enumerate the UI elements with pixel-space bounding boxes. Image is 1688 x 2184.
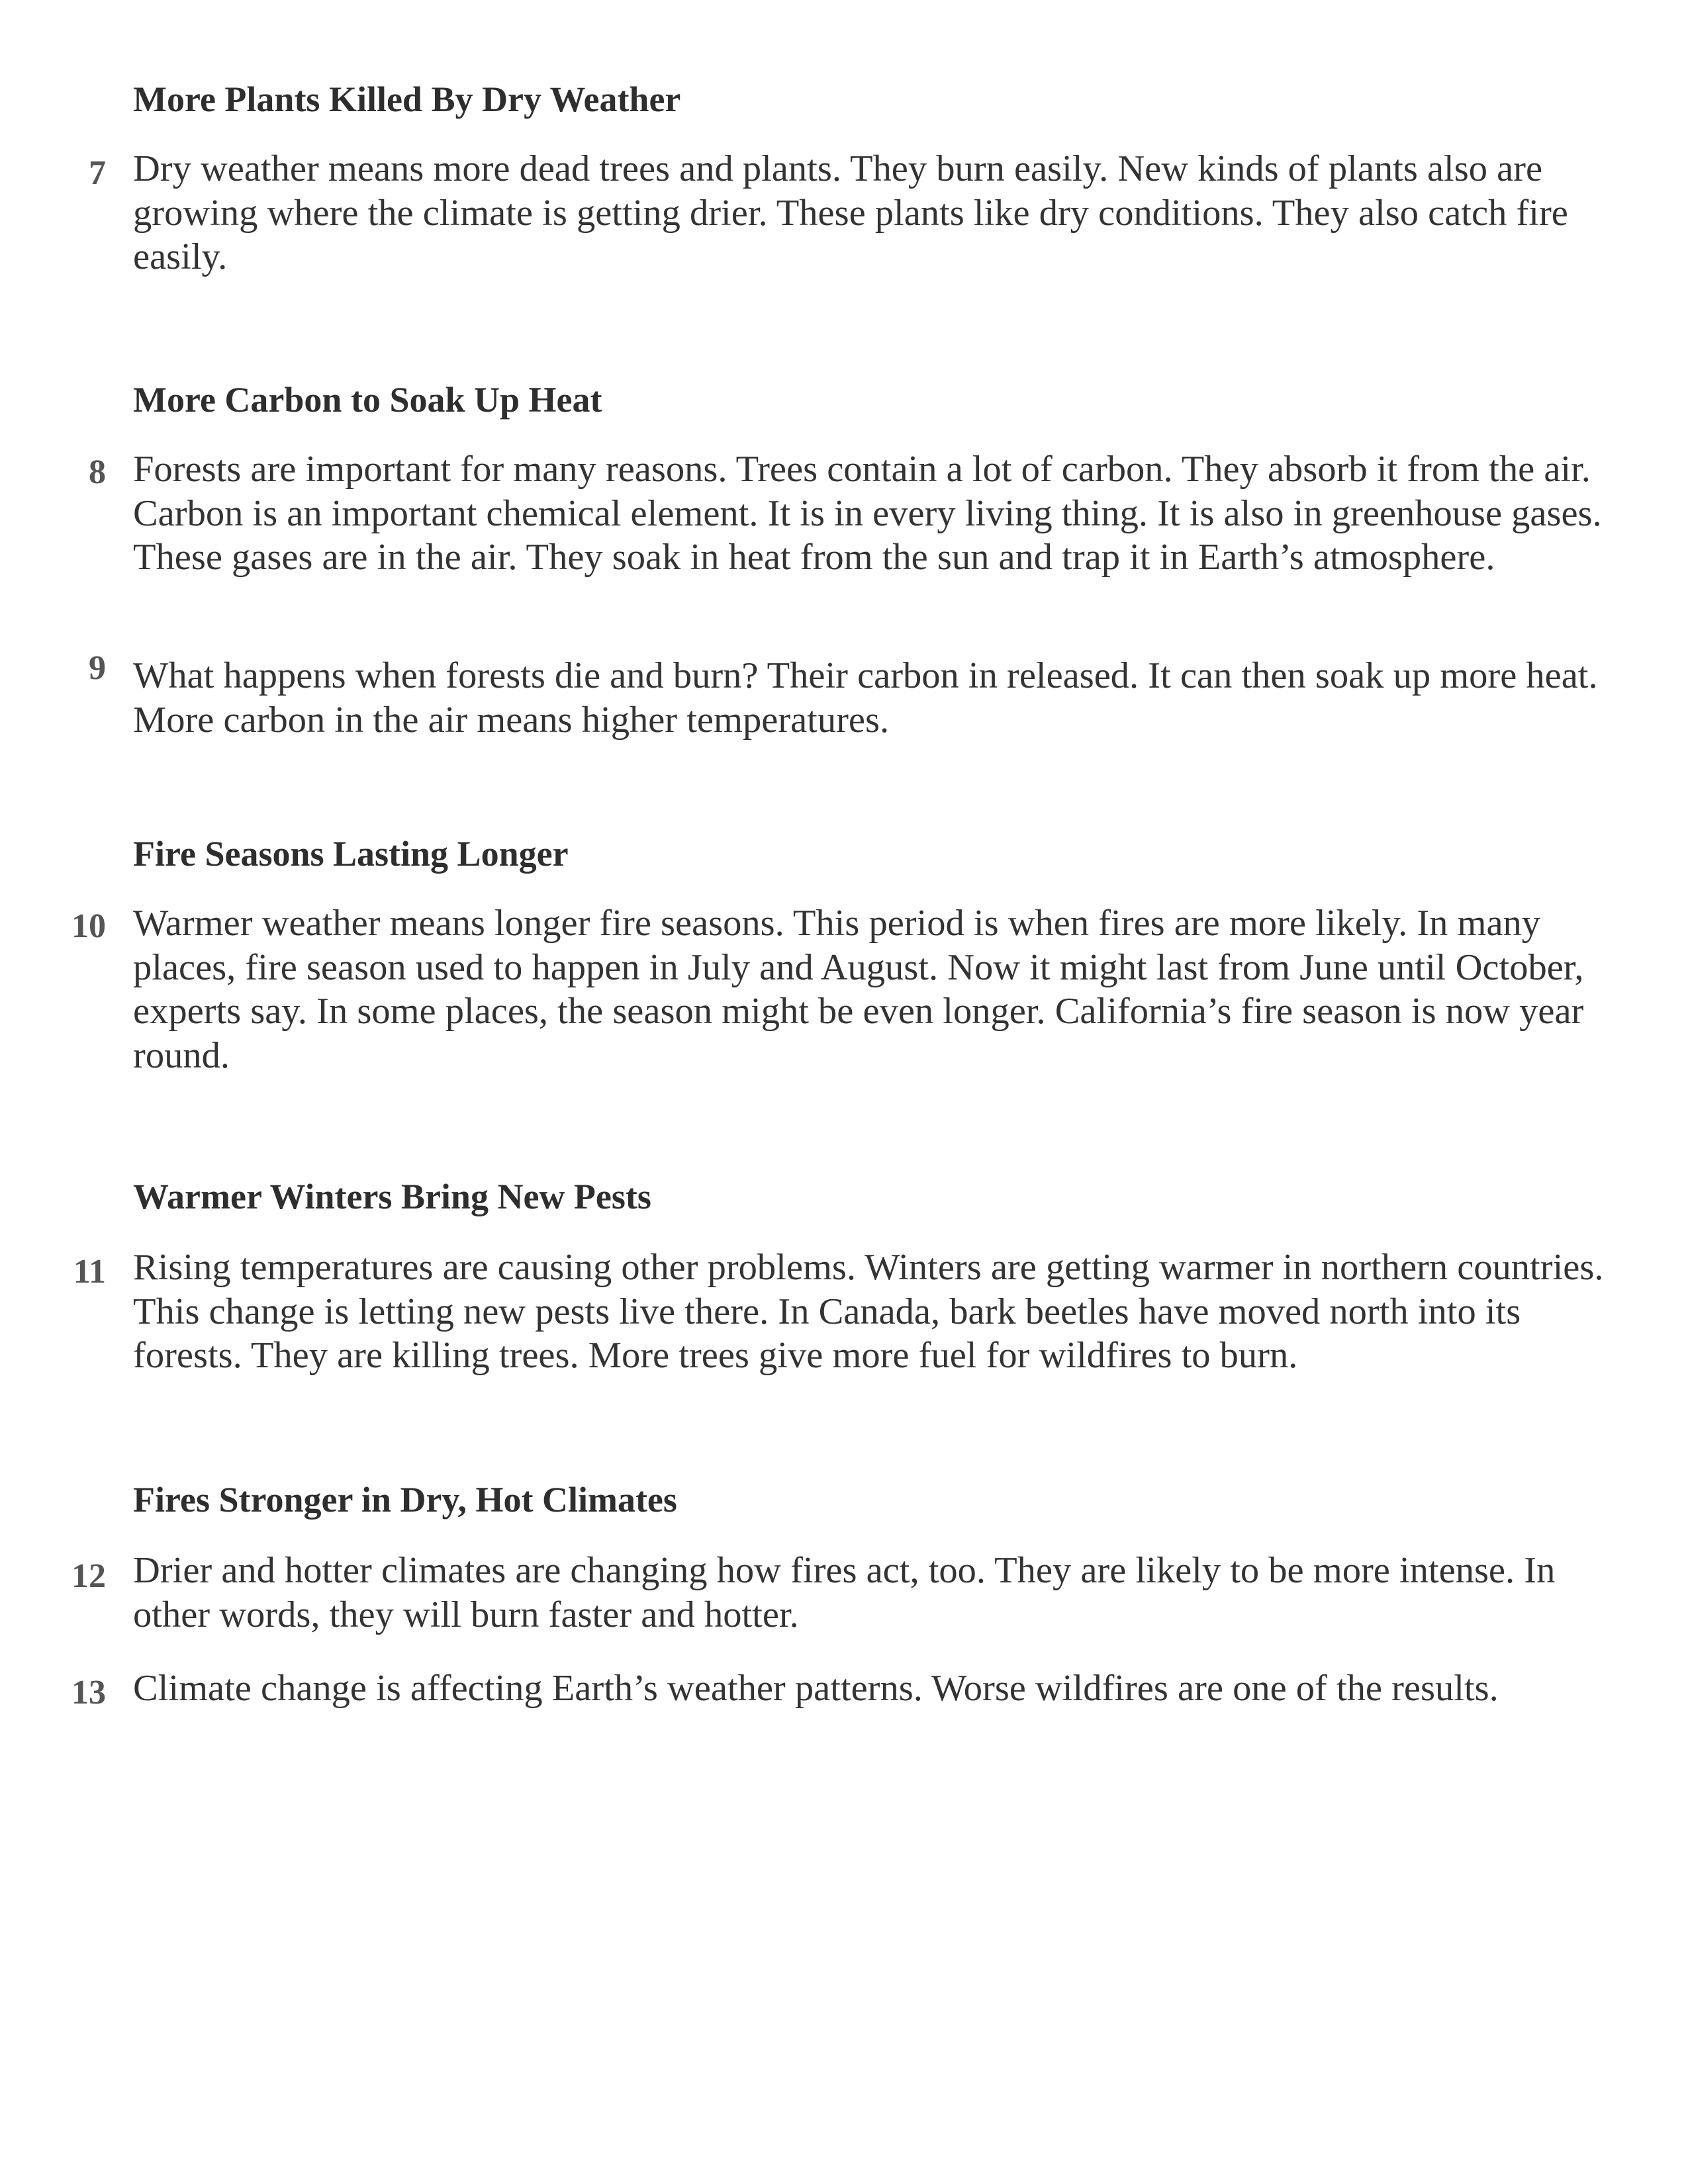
paragraph-number: 10 — [71, 907, 106, 945]
paragraph-text: Dry weather means more dead trees and plants. They burn easily. New kinds of plants also are growing where the climate is getting drier. These plants like dry conditions. They also catch fire easily. — [133, 148, 1568, 277]
paragraph-number: 9 — [89, 649, 106, 687]
section-heading: Fire Seasons Lasting Longer — [133, 834, 569, 874]
paragraph-text: Forests are important for many reasons. Trees contain a lot of carbon. They absorb it from the air. Carbon is an important chemical element. It is in every living thing. It is also in greenhouse gases. These gases are in the air. They soak in heat from the sun and trap it in Earth’s atmosphere. — [133, 449, 1602, 578]
paragraph-number: 7 — [89, 154, 106, 192]
paragraph-number: 11 — [73, 1253, 106, 1291]
paragraph-number: 8 — [89, 453, 106, 491]
paragraph-text: Drier and hotter climates are changing how fires act, too. They are likely to be more intense. In other words, they will burn faster and hotter. — [133, 1550, 1556, 1635]
paragraph-text: Rising temperatures are causing other problems. Winters are getting warmer in northern countries. This change is letting new pests live there. In Canada, bark beetles have moved north into its forests. They are killing trees. More trees give more fuel for wildfires to burn. — [133, 1247, 1604, 1376]
paragraph-text: Climate change is affecting Earth’s weather patterns. Worse wildfires are one of the results. — [133, 1668, 1499, 1709]
paragraph-number: 12 — [71, 1557, 106, 1595]
paragraph-text: Warmer weather means longer fire seasons. This period is when fires are more likely. In many places, fire season used to happen in July and August. Now it might last from June until October, experts say. In some places, the season might be even longer. California’s fire season is now year round. — [133, 903, 1584, 1076]
paragraph-number: 13 — [71, 1674, 106, 1711]
section-heading: More Plants Killed By Dry Weather — [133, 79, 681, 119]
section-heading: More Carbon to Soak Up Heat — [133, 380, 602, 420]
paragraph-text: What happens when forests die and burn? Their carbon in released. It can then soak up more heat. More carbon in the air means higher temperatures. — [133, 655, 1598, 741]
section-heading: Warmer Winters Bring New Pests — [133, 1177, 651, 1216]
section-heading: Fires Stronger in Dry, Hot Climates — [133, 1480, 677, 1520]
